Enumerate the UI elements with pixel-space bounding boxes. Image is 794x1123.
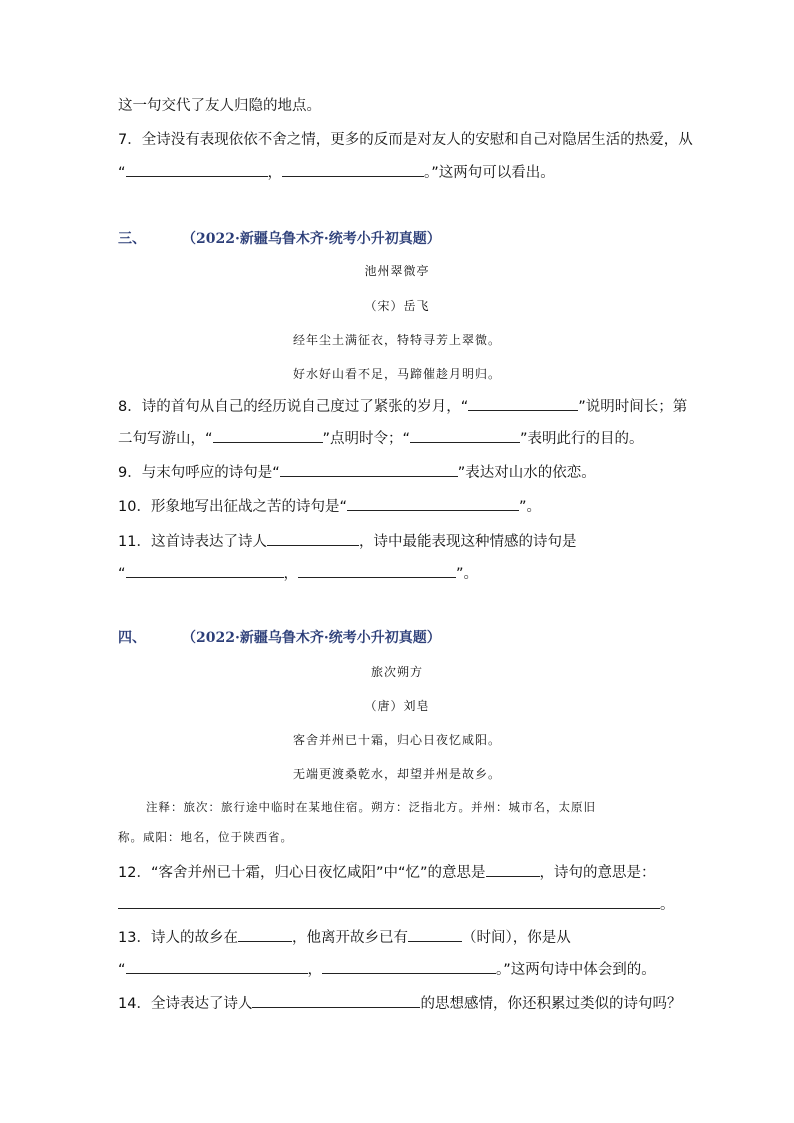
question-11-line-2 [118,563,478,584]
poem-3-title: 池州翠微亭 [364,264,430,278]
question-8-text-e: ”表明此行的目的。 [520,431,644,447]
answer-blank-11b[interactable] [126,563,284,578]
answer-blank-13d[interactable] [322,959,496,974]
question-11-line-1 [118,531,576,552]
question-13-text-c: （时间），你是从 [461,930,571,946]
question-7-tail: 。”这两句可以看出。 [424,165,555,181]
question-12-line-2 [118,894,675,915]
question-10 [118,496,541,517]
section-3-header [118,228,441,248]
section-3-source: （2022·新疆乌鲁木齐·统考小升初真题） [182,231,441,247]
poem-4-line-2: 无端更渡桑乾水，却望并州是故乡。 [292,767,501,781]
comma: ， [267,165,283,181]
question-8-text-a: 8．诗的首句从自己的经历说自己度过了紧张的岁月，“ [118,399,469,415]
open-quote: “ [118,962,126,978]
answer-blank-9[interactable] [280,462,458,477]
open-quote: “ [118,566,126,582]
question-9-text-b: ”表达对山水的依恋。 [457,465,596,481]
question-8-text-c: 二句写游山，“ [118,431,213,447]
poem-3-line-1: 经年尘土满征衣，特特寻芳上翠微。 [292,333,501,347]
question-11-text-a: 11．这首诗表达了诗人 [118,534,267,550]
section-4-source: （2022·新疆乌鲁木齐·统考小升初真题） [182,630,441,646]
section-4-header [118,627,441,647]
answer-blank-8b[interactable] [213,428,323,443]
question-13-line-2 [118,959,656,980]
answer-blank-14[interactable] [252,993,420,1008]
question-7-text: 7．全诗没有表现依依不舍之情，更多的反而是对友人的安慰和自己对隐居生活的热爱，从 [118,132,693,148]
answer-blank-13a[interactable] [238,927,292,942]
question-12-text-b: ，诗句的意思是： [539,865,656,881]
question-10-text-a: 10．形象地写出征战之苦的诗句是“ [118,499,347,515]
question-13-text-b: ，他离开故乡已有 [291,930,408,946]
poem-3-line-2: 好水好山看不足，马蹄催趁月明归。 [292,367,501,381]
question-10-text-b: ”。 [518,499,541,515]
question-13-line-1 [118,927,571,948]
annotation-line-2: 称。咸阳：地名，位于陕西省。 [118,830,293,844]
annotation-line-1: 注释：旅次：旅行途中临时在某地住宿。朔方：泛指北方。并州：城市名，太原旧 [146,800,596,814]
answer-blank-10[interactable] [347,496,519,511]
intro-line: 这一句交代了友人归隐的地点。 [118,98,321,114]
question-8-text-d: ”点明时令；“ [322,431,411,447]
question-11-text-b: ，诗中最能表现这种情感的诗句是 [358,534,577,550]
answer-blank-13c[interactable] [126,959,308,974]
comma: ， [283,566,299,582]
question-8-text-b: ”说明时间长；第 [578,399,688,415]
answer-blank-12b[interactable] [118,894,660,909]
question-12-end: 。 [660,897,675,913]
question-11-tail: ”。 [456,566,479,582]
question-9 [118,462,596,483]
poem-4-author: （唐）刘皂 [364,699,430,713]
answer-blank-7a[interactable] [126,162,268,177]
answer-blank-8a[interactable] [468,396,578,411]
answer-blank-11c[interactable] [298,563,456,578]
answer-blank-13b[interactable] [408,927,462,942]
question-14-text-b: 的思想感情，你还积累过类似的诗句吗？ [420,996,682,1012]
poem-4-title: 旅次朔方 [370,665,423,679]
open-quote: “ [118,165,126,181]
question-8-line-1 [118,396,687,417]
answer-blank-11a[interactable] [267,531,359,546]
question-9-text-a: 9．与末句呼应的诗句是“ [118,465,280,481]
answer-blank-8c[interactable] [410,428,520,443]
question-8-line-2 [118,428,644,449]
question-12-text-a: 12．“客舍并州已十霜，归心日夜忆咸阳”中“忆”的意思是 [118,865,486,881]
section-4-number: 四、 [118,630,146,646]
question-14 [118,993,681,1014]
poem-3-author: （宋）岳飞 [364,299,430,313]
question-7-blanks [118,162,555,183]
answer-blank-7b[interactable] [282,162,424,177]
question-14-text-a: 14．全诗表达了诗人 [118,996,253,1012]
question-13-text-a: 13．诗人的故乡在 [118,930,238,946]
question-12-line-1 [118,862,656,883]
section-3-number: 三、 [118,231,146,247]
question-13-tail: 。”这两句诗中体会到的。 [496,962,656,978]
answer-blank-12a[interactable] [486,862,540,877]
comma: ， [307,962,323,978]
poem-4-line-1: 客舍并州已十霜，归心日夜忆咸阳。 [292,733,501,747]
